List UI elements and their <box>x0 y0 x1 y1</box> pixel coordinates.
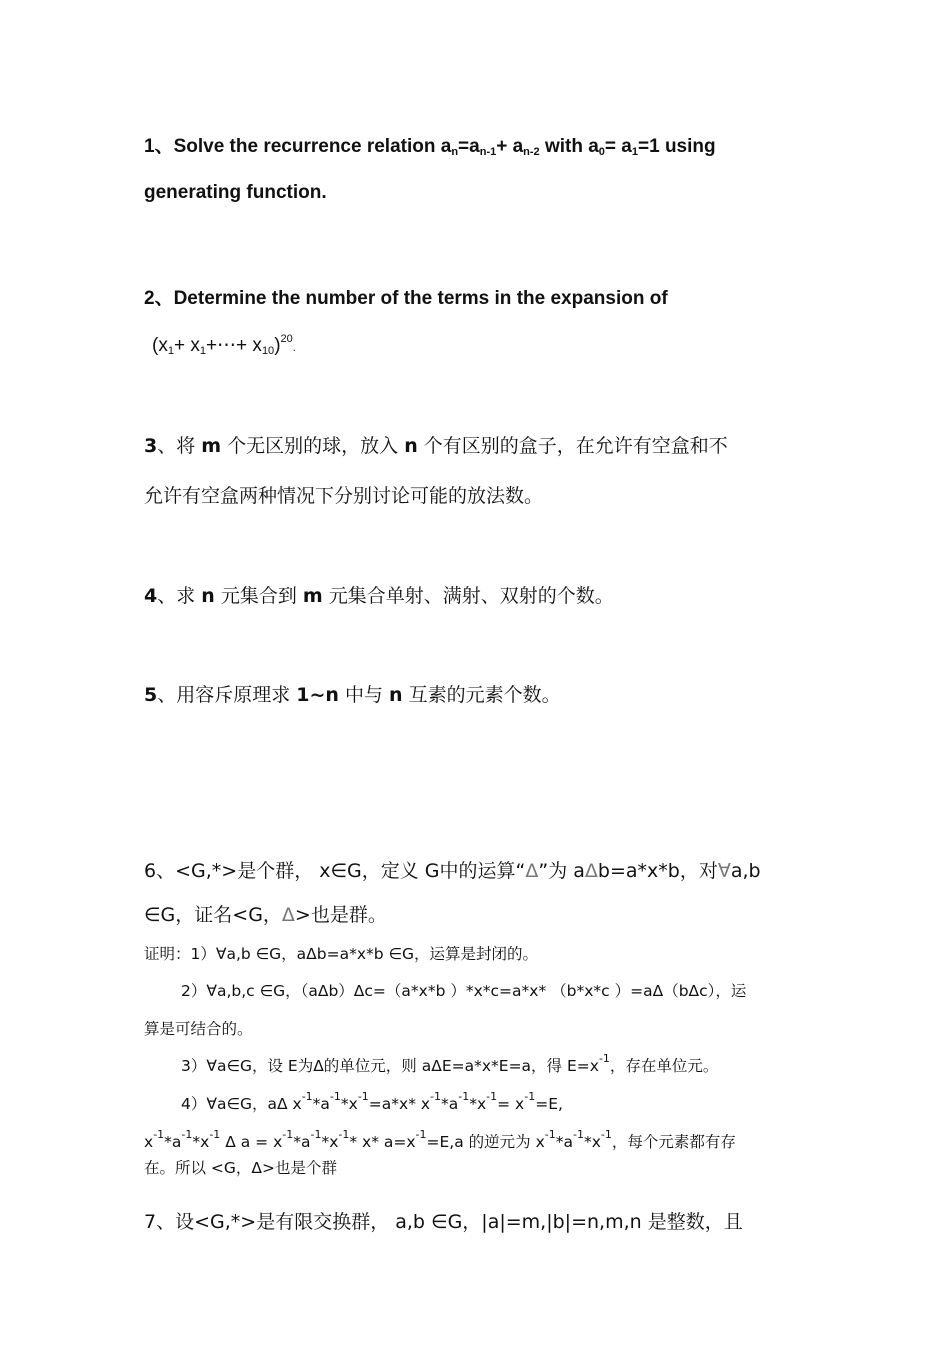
q3-line1: 3、将 m 个无区别的球，放入 n 个有区别的盒子，在允许有空盒和不 <box>144 435 728 457</box>
delta-symbol: Δ <box>525 860 539 882</box>
q2-number: 2、 <box>144 288 174 309</box>
proof-line4: 4）∀a∈G，aΔ $x^{-1}*a^{-1}*x^{-1}=a*x*$ $x^{-1}*a^{-1}*x^{-1}= x^{-1}=E$, <box>181 1090 563 1113</box>
q3-line2: 允许有空盒两种情况下分别讨论可能的放法数。 <box>144 485 544 507</box>
q7-line: 7、设<G,*>是有限交换群， a,b ∈G，|a|=m,|b|=n,m,n 是整数，且 <box>144 1211 743 1233</box>
q6-line2: ∈G，证名<G，Δ>也是群。 <box>144 904 387 926</box>
q2-formula: ($x_1+$ $x_1+\cdots+ x_{10})^{20}$. <box>152 333 296 357</box>
proof-line1: 证明：1）∀a,b ∈G，aΔb=a*x*b ∈G，运算是封闭的。 <box>144 945 539 963</box>
q1-line2: generating function. <box>144 182 327 203</box>
proof-line3: 3）∀a∈G，设 E为Δ的单位元，则 aΔE=a*x*E=a，得 $E=x^{-1}$，存在单位元。 <box>181 1052 719 1075</box>
proof-line5: $x^{-1}*a^{-1}*x^{-1}$ Δ $a = x^{-1}*a^{-1}*x^{-1}*$ x* $a=x^{-1}=E,a$ 的逆元为 $x^{-1}*a^{-1}*x^{-1}$，每个元素都有存 <box>144 1128 736 1151</box>
q1-number: 1、 <box>144 136 174 157</box>
q4-line: 4、求 n 元集合到 m 元集合单射、满射、双射的个数。 <box>144 585 614 607</box>
proof-line2: 2）∀a,b,c ∈G，（aΔb）Δc=（a*x*b ）*x*c=a*x* （b*x*c ）=aΔ（bΔc），运 <box>181 982 747 1000</box>
q6-line1: 6、<G,*>是个群， x∈G，定义 G中的运算“Δ”为 aΔb=a*x*b，对∀a,b <box>144 860 761 882</box>
q5-line: 5、用容斥原理求 1~n 中与 n 互素的元素个数。 <box>144 684 561 706</box>
proof-line6: 在。所以 <G，Δ>也是个群 <box>144 1159 338 1177</box>
q1-line1: 1、Solve the recurrence relation $a_n=a_{n-1}+ a_{n-2}$ with $a_0= a_1=1$ using <box>144 136 716 158</box>
q2-line1: 2、Determine the number of the terms in the expansion of <box>144 288 668 309</box>
proof-line2-cont: 算是可结合的。 <box>144 1020 253 1038</box>
